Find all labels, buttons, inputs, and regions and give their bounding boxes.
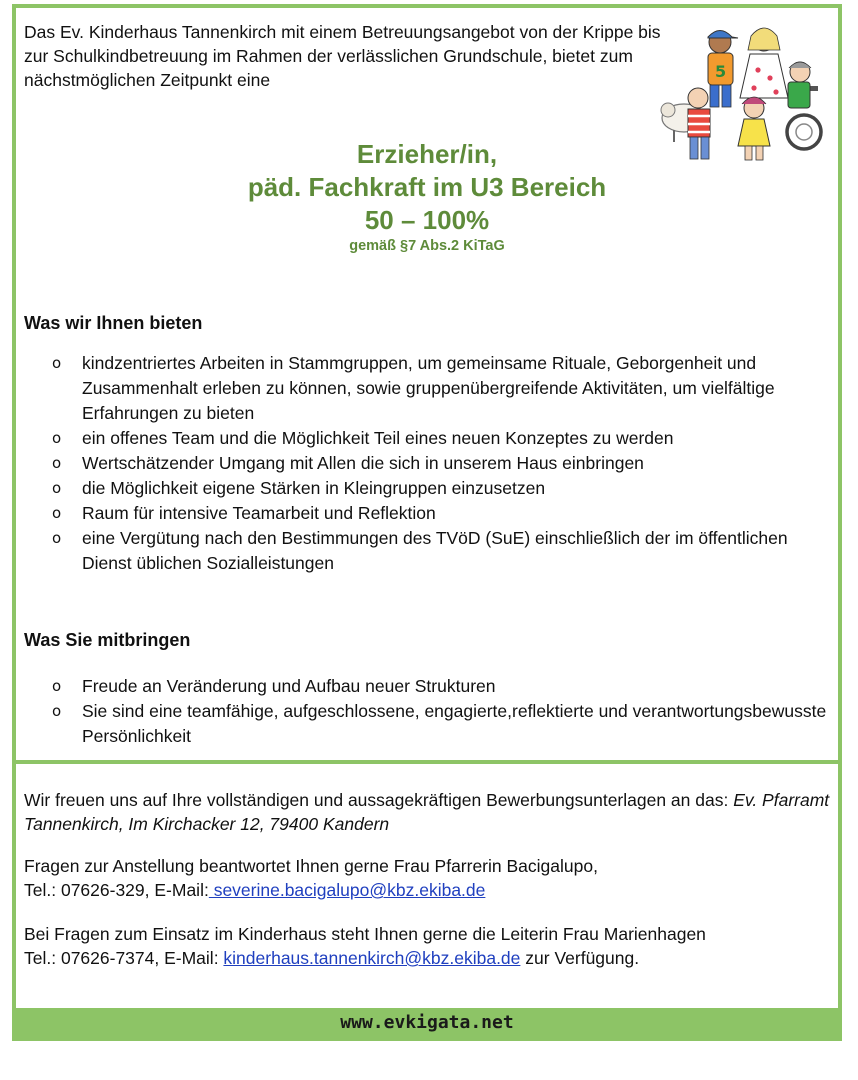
list-item (48, 426, 838, 451)
kinderhaus-tel: Tel.: 07626-7374, E-Mail: (24, 948, 224, 968)
questions-paragraph (24, 854, 834, 902)
offer-heading: Was wir Ihnen bieten (24, 313, 203, 333)
list-item (48, 526, 838, 576)
bullet-circle-icon: o (52, 354, 62, 372)
top-section (16, 8, 838, 760)
job-title-line-3: 50 – 100% (364, 205, 490, 235)
requirements-heading: Was Sie mitbringen (24, 630, 191, 650)
list-item (48, 451, 838, 476)
shirt-number: 5 (715, 62, 727, 81)
questions-text: Fragen zur Anstellung beantwortet Ihnen gerne Frau Pfarrerin Bacigalupo, (24, 856, 598, 876)
bullet-circle-icon: o (52, 529, 62, 547)
list-item-text: ein offenes Team und die Möglichkeit Teil eines neuen Konzeptes zu werden (82, 428, 674, 448)
pastor-email-link[interactable]: severine.bacigalupo@kbz.ekiba.de (208, 880, 486, 900)
job-title-line-2: päd. Fachkraft im U3 Bereich (247, 172, 607, 202)
intro-text: Das Ev. Kinderhaus Tannenkirch mit einem Betreuungsangebot von der Krippe bis zur Schulkindbetreuung im Rahmen der verlässlichen Grundschule, bietet zum nächstmöglichen Zeitpunkt eine (24, 22, 661, 90)
application-paragraph (24, 788, 834, 836)
list-item-text: kindzentriertes Arbeiten in Stammgruppen, um gemeinsame Rituale, Geborgenheit und Zusammenhalt erleben zu können, sowie gruppenübergreifende Aktivitäten, um vielfältige Erfahrungen zu bieten (82, 353, 775, 423)
list-item-text: eine Vergütung nach den Bestimmungen des TVöD (SuE) einschließlich der im öffentlichen Dienst üblichen Sozialleistungen (82, 528, 788, 573)
footer-bar (16, 1008, 838, 1037)
job-title-block (16, 138, 838, 255)
list-item (48, 501, 838, 526)
requirements-list (48, 674, 838, 749)
offer-list (48, 351, 838, 576)
bullet-circle-icon: o (52, 479, 62, 497)
list-item-text: Freude an Veränderung und Aufbau neuer Strukturen (82, 676, 496, 696)
contact-section (16, 764, 838, 1009)
bullet-circle-icon: o (52, 454, 62, 472)
kinderhaus-text: Bei Fragen zum Einsatz im Kinderhaus steht Ihnen gerne die Leiterin Frau Marienhagen (24, 924, 706, 944)
list-item-text: Sie sind eine teamfähige, aufgeschlossene, engagierte,reflektierte und verantwortungsbewusste Persönlichkeit (82, 701, 827, 746)
bullet-circle-icon: o (52, 504, 62, 522)
list-item-text: Wertschätzender Umgang mit Allen die sich in unserem Haus einbringen (82, 453, 644, 473)
application-text: Wir freuen uns auf Ihre vollständigen und aussagekräftigen Bewerbungsunterlagen an das: (24, 790, 734, 810)
bullet-circle-icon: o (52, 429, 62, 447)
job-ad-frame (12, 4, 842, 1041)
list-item-text: die Möglichkeit eigene Stärken in Kleingruppen einzusetzen (82, 478, 546, 498)
list-item (48, 674, 838, 699)
kinderhaus-paragraph (24, 922, 834, 970)
job-subtitle: gemäß §7 Abs.2 KiTaG (349, 238, 505, 254)
bullet-circle-icon: o (52, 702, 62, 720)
list-item (48, 476, 838, 501)
kinderhaus-suffix: zur Verfügung. (520, 948, 640, 968)
kinderhaus-email-link[interactable]: kinderhaus.tannenkirch@kbz.ekiba.de (223, 948, 521, 968)
list-item (48, 351, 838, 426)
list-item (48, 699, 838, 749)
job-title-line-1: Erzieher/in, (356, 139, 498, 169)
footer-url-link[interactable]: www.evkigata.net (340, 1012, 514, 1033)
list-item-text: Raum für intensive Teamarbeit und Reflektion (82, 503, 436, 523)
application-address: Ev. Pfarramt Tannenkirch, Im Kirchacker 12, 79400 Kandern (24, 790, 830, 834)
bullet-circle-icon: o (52, 677, 62, 695)
questions-tel: Tel.: 07626-329, E-Mail: (24, 880, 209, 900)
